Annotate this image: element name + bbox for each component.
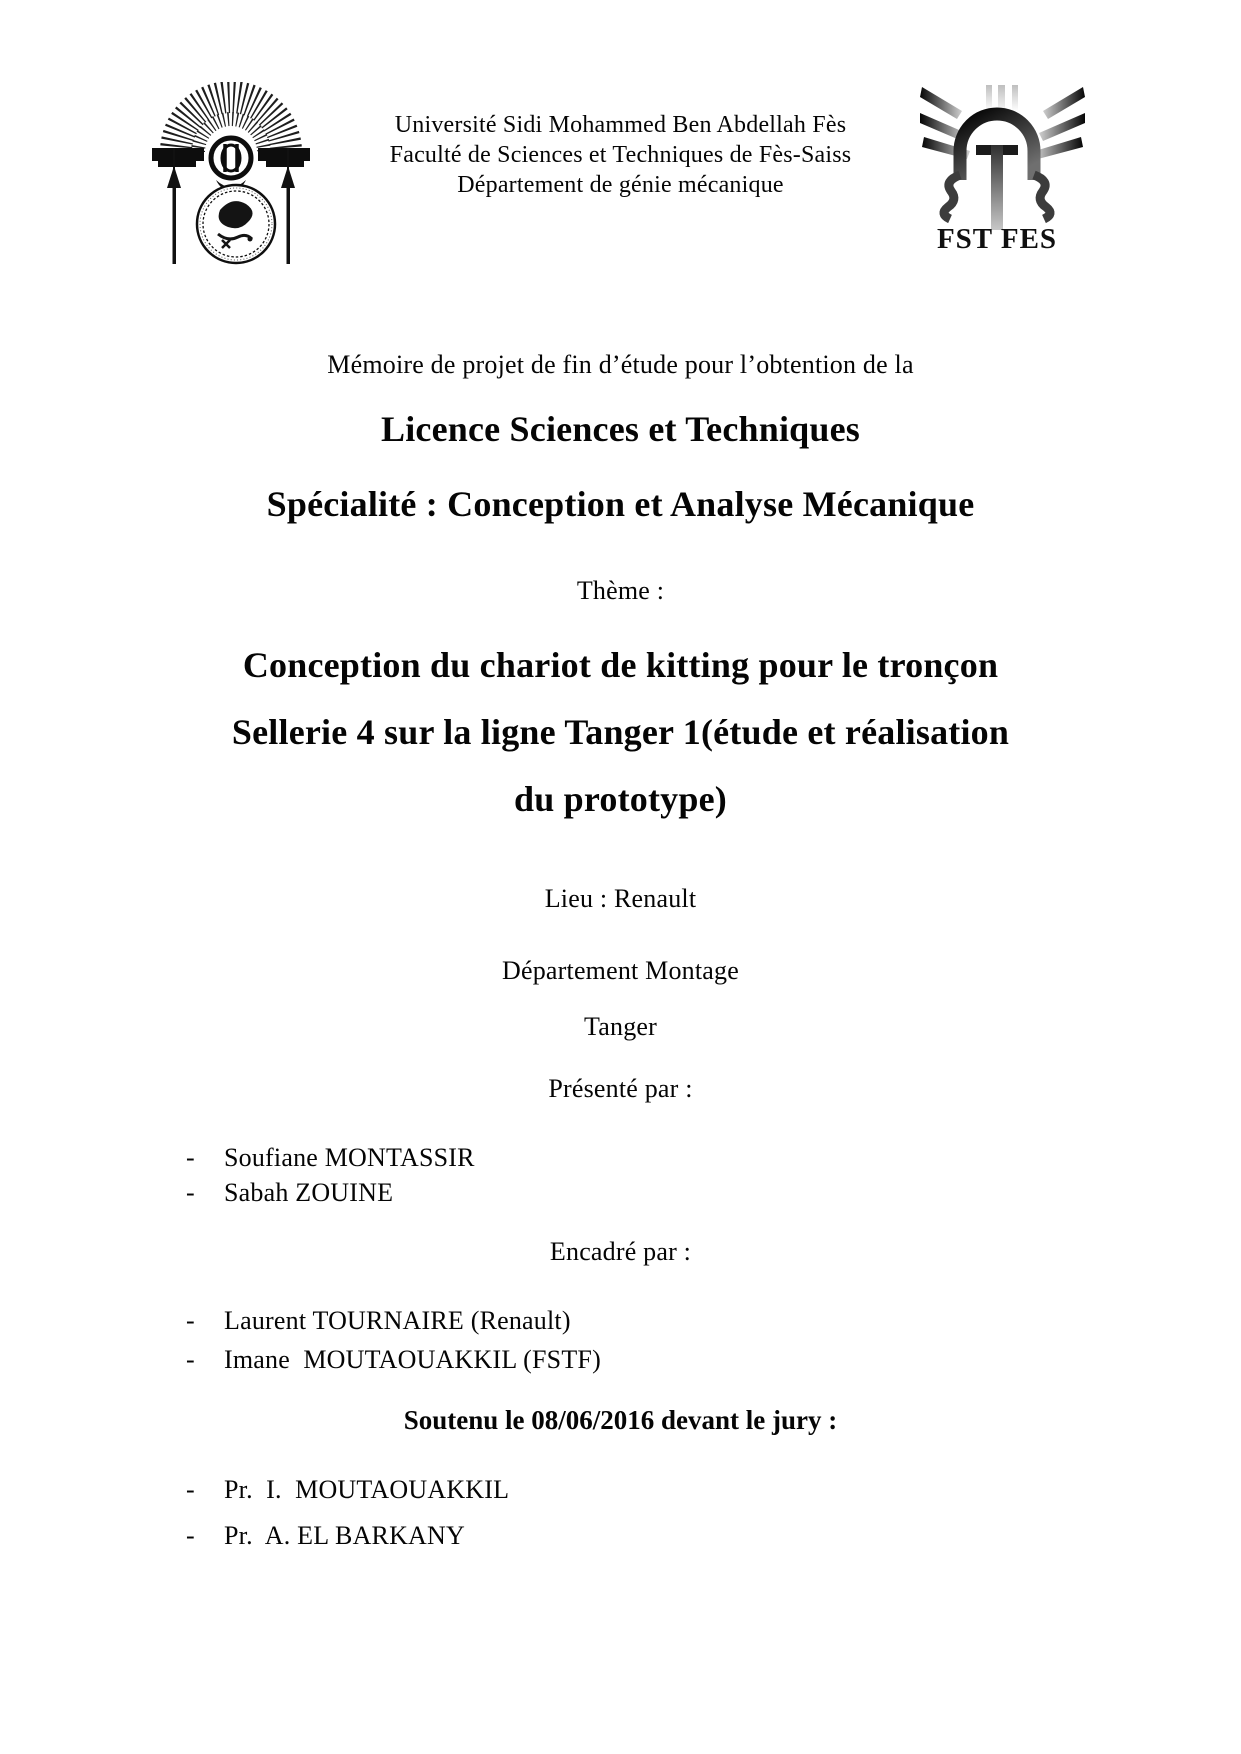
list-dash: - bbox=[186, 1306, 195, 1335]
university-name: Université Sidi Mohammed Ben Abdellah Fès bbox=[394, 112, 847, 138]
supervisor-name: Laurent TOURNAIRE (Renault) bbox=[224, 1306, 571, 1335]
list-dash: - bbox=[186, 1475, 195, 1504]
city-line: Tanger bbox=[583, 1012, 657, 1041]
thesis-title-line-1: Conception du chariot de kitting pour le tronçon bbox=[242, 645, 999, 685]
presented-by-label: Présenté par : bbox=[548, 1074, 693, 1103]
supervisor-item bbox=[186, 1306, 571, 1336]
fst-fes-logo-text: FST FES bbox=[936, 223, 1058, 255]
specialty-title: Spécialité : Conception et Analyse Mécanique bbox=[266, 484, 975, 524]
supervisor-name: Imane MOUTAOUAKKIL (FSTF) bbox=[224, 1345, 601, 1374]
defense-line: Soutenu le 08/06/2016 devant le jury : bbox=[403, 1405, 838, 1435]
fst-fes-arch-icon bbox=[920, 85, 1085, 255]
thesis-title-line-2: Sellerie 4 sur la ligne Tanger 1(étude et réalisation bbox=[231, 712, 1010, 752]
presenter-item bbox=[186, 1178, 393, 1208]
place-line: Lieu : Renault bbox=[544, 884, 697, 913]
list-dash: - bbox=[186, 1143, 195, 1172]
thesis-title-line-3: du prototype) bbox=[514, 779, 727, 819]
degree-title: Licence Sciences et Techniques bbox=[381, 409, 860, 449]
supervised-by-label: Encadré par : bbox=[549, 1237, 692, 1266]
list-dash: - bbox=[186, 1178, 195, 1207]
jury-item bbox=[186, 1475, 509, 1505]
list-dash: - bbox=[186, 1521, 195, 1550]
fst-fes-logo bbox=[920, 85, 1085, 255]
department-line: Département Montage bbox=[502, 956, 739, 985]
list-dash: - bbox=[186, 1345, 195, 1374]
presenter-item bbox=[186, 1143, 475, 1173]
jury-member-name: Pr. A. EL BARKANY bbox=[224, 1521, 465, 1550]
presenter-name: Sabah ZOUINE bbox=[224, 1178, 394, 1207]
presenter-name: Soufiane MONTASSIR bbox=[224, 1143, 475, 1172]
supervisor-item bbox=[186, 1345, 601, 1375]
department-name: Département de génie mécanique bbox=[457, 172, 784, 198]
jury-item bbox=[186, 1521, 465, 1551]
faculty-name: Faculté de Sciences et Techniques de Fès-Saiss bbox=[389, 142, 852, 168]
jury-member-name: Pr. I. MOUTAOUAKKIL bbox=[224, 1475, 510, 1504]
theme-label: Thème : bbox=[576, 576, 665, 605]
intro-line: Mémoire de projet de fin d’étude pour l’obtention de la bbox=[327, 350, 914, 379]
